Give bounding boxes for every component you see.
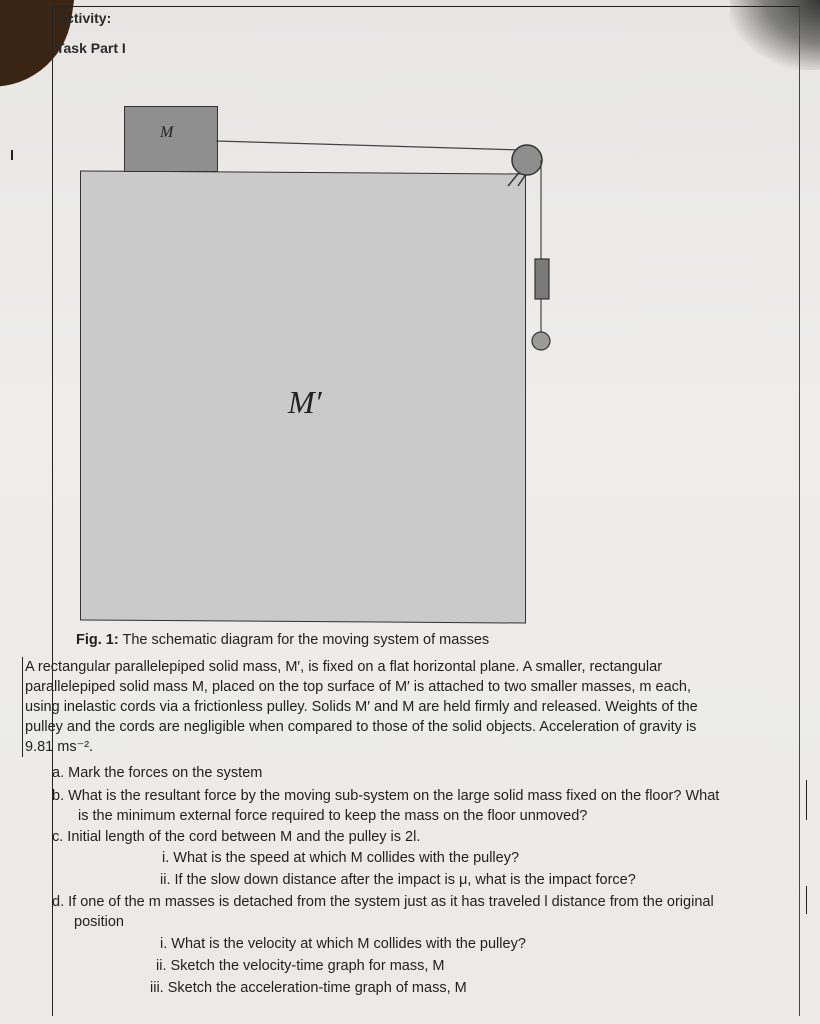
question-c: c. Initial length of the cord between M and the pulley is 2l.	[52, 829, 421, 845]
task-heading: Task Part I	[56, 40, 126, 56]
cord-horizontal	[216, 141, 522, 150]
question-d-line2: position	[74, 914, 124, 930]
figure-caption	[76, 632, 489, 648]
large-mass-label: M′	[288, 384, 322, 420]
question-b-line1: b. What is the resultant force by the moving sub-system on the large solid mass fixed on the floor? What	[52, 788, 720, 804]
paragraph-line: 9.81 ms⁻².	[25, 739, 94, 755]
pulley-wheel	[512, 145, 542, 175]
question-b-line2: is the minimum external force required to keep the mass on the floor unmoved?	[78, 808, 588, 824]
question-d-ii: ii. Sketch the velocity-time graph for mass, M	[156, 958, 445, 974]
question-a: a. Mark the forces on the system	[52, 765, 263, 781]
activity-heading: Activity:	[56, 10, 112, 26]
paragraph-line: A rectangular parallelepiped solid mass, M′, is fixed on a flat horizontal plane. A smaller, rectangular	[25, 659, 663, 675]
question-c-i: i. What is the speed at which M collides with the pulley?	[162, 850, 520, 866]
caption-text: The schematic diagram for the moving system of masses	[118, 632, 490, 648]
hanging-mass-lower	[532, 332, 550, 350]
small-mass-label: M	[160, 124, 174, 141]
question-d-iii: iii. Sketch the acceleration-time graph of mass, M	[150, 980, 467, 996]
paragraph-line: pulley and the cords are negligible when compared to those of the solid objects. Acceleration of gravity is	[25, 719, 697, 735]
question-c-ii: ii. If the slow down distance after the impact is μ, what is the impact force?	[160, 872, 636, 888]
question-d-i: i. What is the velocity at which M collides with the pulley?	[160, 936, 526, 952]
paragraph-line: using inelastic cords via a frictionless pulley. Solids M′ and M are held firmly and released. Weights of the	[25, 699, 698, 715]
right-margin-line-2	[806, 886, 807, 914]
problem-paragraph	[22, 657, 795, 757]
paragraph-line: parallelepiped solid mass M, placed on the top surface of M′ is attached to two smaller masses, m each,	[25, 679, 692, 695]
right-margin-line	[806, 780, 807, 820]
caption-prefix: Fig. 1:	[76, 632, 119, 648]
question-d-line1: d. If one of the m masses is detached from the system just as it has traveled l distance from the original	[52, 894, 714, 910]
hanging-mass-upper	[535, 259, 549, 299]
